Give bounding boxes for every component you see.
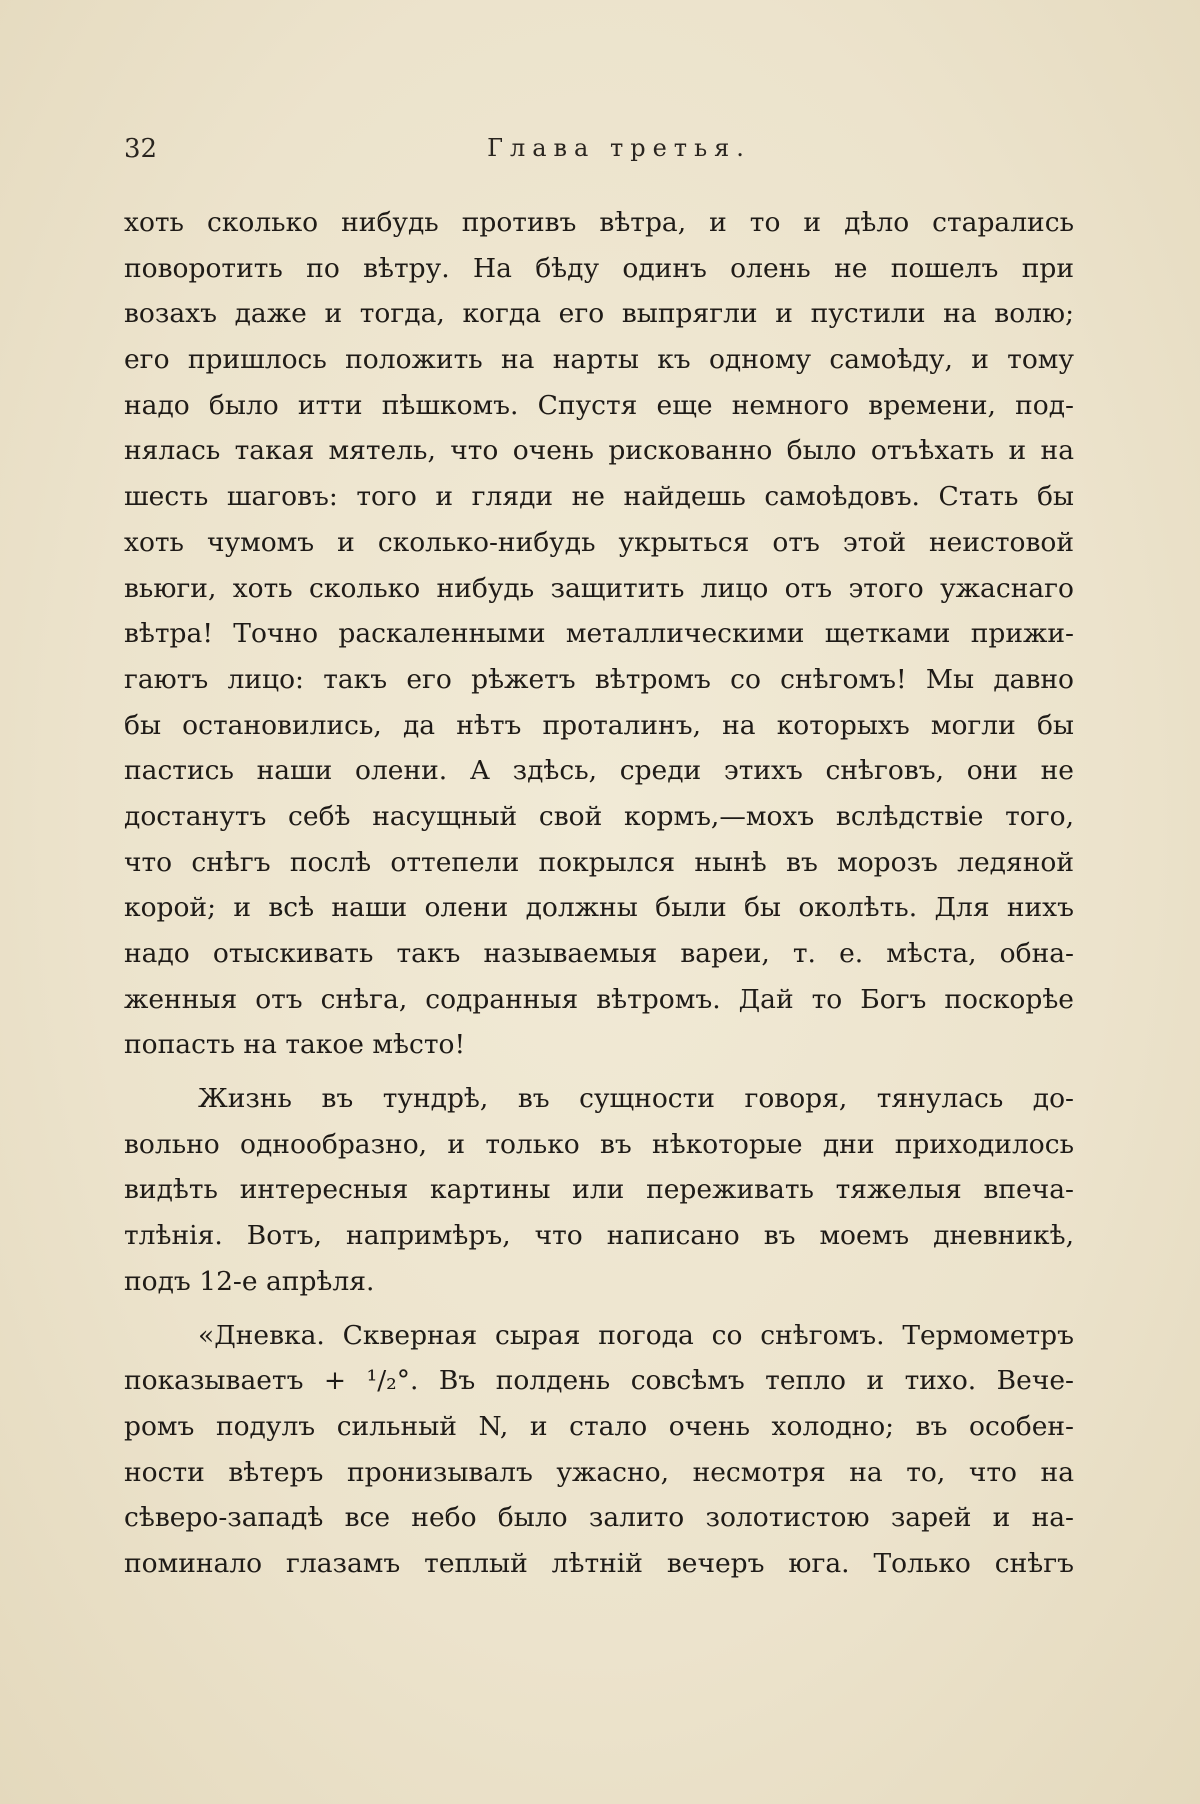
text-line: шесть шаговъ: того и гляди не найдешь самоѣдовъ. Стать бы [124,481,1074,513]
text-line: тлѣнія. Вотъ, напримѣръ, что написано въ моемъ дневникѣ, [124,1220,1074,1252]
text-line: гаютъ лицо: такъ его рѣжетъ вѣтромъ со снѣгомъ! Мы давно [124,663,1074,695]
text-line: его пришлось положить на нарты къ одному самоѣду, и тому [124,344,1074,376]
text-line: хоть чумомъ и сколько-нибудь укрыться отъ этой неистовой [124,526,1074,558]
text-line: сѣверо-западѣ все небо было залито золотистою зарей и на- [124,1502,1074,1534]
text-line: видѣть интересныя картины или переживать тяжелыя впеча- [124,1174,1074,1206]
text-line: хоть сколько нибудь противъ вѣтра, и то и дѣло старались [124,207,1074,238]
text-line: корой; и всѣ наши олени должны были бы околѣть. Для нихъ [124,892,1074,924]
text-line: надо было итти пѣшкомъ. Спустя еще немного времени, под- [124,389,1074,421]
text-line: Жизнь въ тундрѣ, въ сущности говоря, тянулась до- [198,1083,1074,1115]
chapter-running-head: Глава третья. [487,134,751,162]
text-line: «Дневка. Скверная сырая погода со снѣгомъ. Термометръ [198,1319,1074,1351]
text-line: надо отыскивать такъ называемыя вареи, т. е. мѣста, обна- [124,938,1074,969]
text-line: женныя отъ снѣга, содранныя вѣтромъ. Дай то Богъ поскорѣе [124,983,1074,1015]
text-line: попасть на такое мѣсто! [124,1029,466,1061]
text-line: подъ 12-е апрѣля. [124,1265,375,1297]
text-line: вьюги, хоть сколько нибудь защитить лицо отъ этого ужаснаго [124,572,1074,604]
text-line: ромъ подулъ сильный N, и стало очень холодно; въ особен- [124,1410,1074,1442]
body-text [124,200,1074,1587]
page-header [124,134,1074,174]
paragraph-1 [124,200,1074,1068]
text-line: достанутъ себѣ насущный свой кормъ,—мохъ вслѣдствіе того, [124,800,1074,832]
page-number: 32 [124,134,158,164]
text-line: поворотить по вѣтру. На бѣду одинъ олень не пошелъ при [124,252,1074,284]
text-line: возахъ даже и тогда, когда его выпрягли и пустили на волю; [124,298,1074,330]
paragraph-2 [124,1076,1074,1304]
text-line: что снѣгъ послѣ оттепели покрылся нынѣ въ морозъ ледяной [124,846,1074,878]
text-line: бы остановились, да нѣтъ проталинъ, на которыхъ могли бы [124,709,1074,741]
text-line: вѣтра! Точно раскаленными металлическими щетками прижи- [124,618,1074,650]
paragraph-3 [124,1313,1074,1587]
text-line: поминало глазамъ теплый лѣтній вечеръ юга. Только снѣгъ [124,1547,1074,1579]
text-line: показываетъ + ¹/₂°. Въ полдень совсѣмъ тепло и тихо. Вече- [124,1365,1074,1397]
text-line: ности вѣтеръ пронизывалъ ужасно, несмотря на то, что на [124,1456,1074,1488]
text-line: пастись наши олени. А здѣсь, среди этихъ снѣговъ, они не [124,755,1074,787]
text-line: вольно однообразно, и только въ нѣкоторые дни приходилось [124,1128,1074,1160]
text-line: нялась такая мятель, что очень рискованно было отъѣхать и на [124,435,1074,467]
paragraph-spacer [124,1068,1074,1076]
paragraph-spacer [124,1305,1074,1313]
